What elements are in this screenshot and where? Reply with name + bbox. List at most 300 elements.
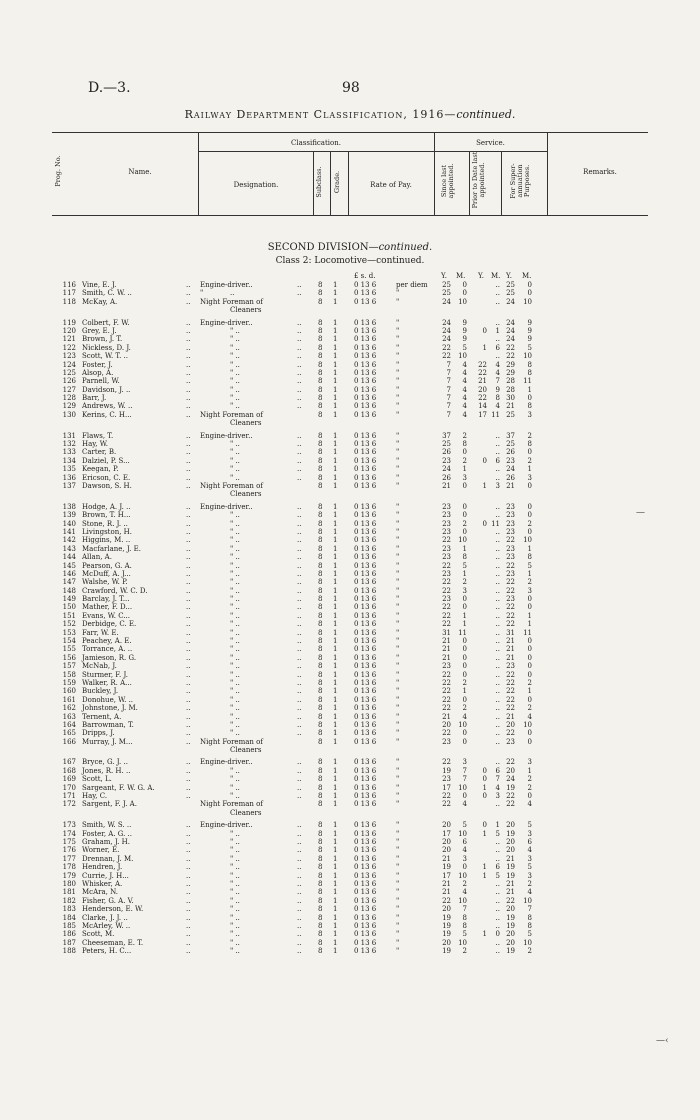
leader-dots: .. (186, 335, 191, 344)
rate-of-pay: 0 13 6 (354, 611, 377, 620)
grade: 1 (333, 645, 338, 654)
name: Allan, A. (82, 553, 112, 562)
name: Hay, W. (82, 440, 108, 449)
leader-dots: .. (297, 687, 302, 696)
super-months: 0 (527, 737, 532, 746)
designation: Night Foreman of (200, 737, 263, 746)
grade: 1 (333, 758, 338, 767)
prior-months: .. (495, 511, 500, 520)
since-last-years: 20 (442, 905, 451, 914)
leader-dots: .. (297, 586, 302, 595)
subclass: 8 (318, 871, 323, 880)
designation-ditto: " .. (230, 473, 240, 482)
super-years: 26 (506, 473, 515, 482)
super-months: 2 (527, 678, 532, 687)
table-row (0, 679, 700, 687)
pay-period: " (396, 473, 400, 482)
name: Foster, A. G. .. (82, 829, 133, 838)
super-months: 0 (527, 289, 532, 298)
pay-period: " (396, 821, 400, 830)
subclass: 8 (318, 318, 323, 327)
prog-no: 134 (62, 456, 76, 465)
leader-dots: .. (297, 603, 302, 612)
header-classification: Classification. (291, 139, 341, 147)
pay-period: " (396, 440, 400, 449)
since-last-months: 3 (462, 586, 467, 595)
name: Walshe, W. P. (82, 578, 128, 587)
super-years: 21 (506, 854, 515, 863)
prior-months: .. (495, 352, 500, 361)
grade: 1 (333, 326, 338, 335)
since-last-months: 4 (462, 402, 467, 411)
leader-dots: .. (186, 519, 191, 528)
since-last-years: 24 (442, 318, 451, 327)
pay-period: " (396, 879, 400, 888)
subclass: 8 (318, 678, 323, 687)
since-last-months: 4 (462, 385, 467, 394)
since-last-months: 8 (462, 913, 467, 922)
rate-of-pay: 0 13 6 (354, 569, 377, 578)
since-last-years: 7 (446, 385, 451, 394)
table-row-continuation (0, 490, 700, 498)
subclass: 8 (318, 402, 323, 411)
super-years: 37 (506, 431, 515, 440)
designation-ditto: .. (230, 289, 235, 298)
prog-no: 118 (62, 297, 76, 306)
since-last-months: 0 (462, 637, 467, 646)
super-months: 1 (527, 569, 532, 578)
super-months: 0 (527, 645, 532, 654)
super-years: 23 (506, 569, 515, 578)
prog-no: 181 (62, 888, 76, 897)
leader-dots: .. (186, 758, 191, 767)
prior-months: .. (495, 846, 500, 855)
since-last-months: 4 (462, 410, 467, 419)
pay-period: " (396, 289, 400, 298)
super-years: 22 (506, 678, 515, 687)
name: Bryce, G. J. .. (82, 758, 128, 767)
prior-months: .. (495, 561, 500, 570)
since-last-months: 2 (462, 431, 467, 440)
prior-months: 11 (491, 519, 500, 528)
document-reference: D.—3. (88, 80, 131, 96)
super-months: 2 (527, 456, 532, 465)
leader-dots: .. (186, 829, 191, 838)
prior-years: 0 (482, 821, 487, 830)
leader-dots: .. (297, 921, 302, 930)
table-row (0, 800, 700, 808)
table-row (0, 457, 700, 465)
super-years: 21 (506, 645, 515, 654)
super-months: 0 (527, 394, 532, 403)
prior-years: 1 (482, 829, 487, 838)
designation-ditto: " .. (230, 352, 240, 361)
prior-months: .. (495, 947, 500, 956)
designation-ditto: Cleaners (230, 419, 262, 428)
super-years: 22 (506, 670, 515, 679)
designation-ditto: " .. (230, 846, 240, 855)
leader-dots: .. (186, 712, 191, 721)
prog-no: 163 (62, 712, 76, 721)
super-years: 19 (506, 913, 515, 922)
since-last-months: 0 (462, 863, 467, 872)
since-last-months: 4 (462, 368, 467, 377)
subclass: 8 (318, 720, 323, 729)
since-last-years: 7 (446, 394, 451, 403)
prog-no: 120 (62, 326, 76, 335)
grade: 1 (333, 888, 338, 897)
leader-dots: .. (186, 704, 191, 713)
subclass: 8 (318, 569, 323, 578)
leader-dots: .. (297, 938, 302, 947)
table-row (0, 298, 700, 306)
table-row (0, 511, 700, 519)
prog-no: 151 (62, 611, 76, 620)
rate-of-pay: 0 13 6 (354, 729, 377, 738)
since-last-years: 7 (446, 410, 451, 419)
since-last-years: 22 (442, 611, 451, 620)
super-months: 4 (527, 846, 532, 855)
prog-no: 137 (62, 481, 76, 490)
designation-ditto: " .. (230, 544, 240, 553)
pay-period: " (396, 481, 400, 490)
super-years: 22 (506, 896, 515, 905)
rate-of-pay: 0 13 6 (354, 368, 377, 377)
prog-no: 157 (62, 662, 76, 671)
super-years: 19 (506, 863, 515, 872)
since-last-months: 7 (462, 766, 467, 775)
super-years: 24 (506, 318, 515, 327)
table-row (0, 671, 700, 679)
subclass: 8 (318, 695, 323, 704)
since-last-months: 8 (462, 553, 467, 562)
super-years: 21 (506, 653, 515, 662)
pay-period: " (396, 653, 400, 662)
super-months: 0 (527, 653, 532, 662)
since-last-years: 24 (442, 297, 451, 306)
leader-dots: .. (186, 662, 191, 671)
prior-years: 22 (478, 394, 487, 403)
subclass: 8 (318, 431, 323, 440)
prior-months: .. (495, 645, 500, 654)
rate-of-pay: 0 13 6 (354, 603, 377, 612)
subclass: 8 (318, 326, 323, 335)
designation-ditto: " .. (230, 879, 240, 888)
designation-ditto: " .. (230, 377, 240, 386)
prog-no: 159 (62, 678, 76, 687)
since-last-years: 7 (446, 377, 451, 386)
super-months: 0 (527, 502, 532, 511)
super-months: 10 (523, 352, 532, 361)
since-last-months: 0 (462, 481, 467, 490)
since-last-years: 7 (446, 402, 451, 411)
grade: 1 (333, 896, 338, 905)
pay-period: " (396, 930, 400, 939)
pay-period: " (396, 377, 400, 386)
prior-months: 11 (491, 410, 500, 419)
name: Vine, E. J. (82, 281, 117, 289)
pay-period: " (396, 368, 400, 377)
since-last-years: 20 (442, 846, 451, 855)
grade: 1 (333, 343, 338, 352)
since-last-months: 0 (462, 662, 467, 671)
super-months: 8 (527, 921, 532, 930)
header-grade: Grade. (333, 170, 341, 194)
table-row (0, 377, 700, 385)
since-last-years: 23 (442, 569, 451, 578)
super-months: 2 (527, 947, 532, 956)
leader-dots: .. (186, 360, 191, 369)
since-last-years: 22 (442, 670, 451, 679)
pay-period: " (396, 704, 400, 713)
super-months: 4 (527, 712, 532, 721)
super-months: 2 (527, 519, 532, 528)
rate-of-pay: 0 13 6 (354, 385, 377, 394)
leader-dots: .. (297, 854, 302, 863)
designation-ditto: " .. (230, 360, 240, 369)
since-last-years: 23 (442, 662, 451, 671)
pay-period: " (396, 637, 400, 646)
since-last-years: 19 (442, 930, 451, 939)
name: McAra, N. (82, 888, 119, 897)
grade: 1 (333, 586, 338, 595)
leader-dots: .. (186, 465, 191, 474)
prog-no: 168 (62, 766, 76, 775)
rate-of-pay: 0 13 6 (354, 511, 377, 520)
since-last-months: 0 (462, 737, 467, 746)
prior-months: 0 (495, 930, 500, 939)
since-last-months: 8 (462, 921, 467, 930)
prior-years: 0 (482, 766, 487, 775)
grade: 1 (333, 519, 338, 528)
designation-ditto: " .. (230, 896, 240, 905)
subclass: 8 (318, 838, 323, 846)
super-years: 22 (506, 536, 515, 545)
header-rate-of-pay: Rate of Pay. (370, 181, 412, 189)
since-last-years: 22 (442, 704, 451, 713)
prior-months: .. (495, 838, 500, 846)
prior-years: 21 (478, 377, 487, 386)
leader-dots: .. (297, 326, 302, 335)
leader-dots: .. (186, 670, 191, 679)
subclass: 8 (318, 905, 323, 914)
super-months: 2 (527, 431, 532, 440)
pay-period: " (396, 758, 400, 767)
since-last-months: 10 (458, 871, 467, 880)
leader-dots: .. (186, 611, 191, 620)
rate-of-pay: 0 13 6 (354, 465, 377, 474)
prog-no: 176 (62, 846, 76, 855)
table-row (0, 587, 700, 595)
leader-dots: .. (297, 913, 302, 922)
super-years: 20 (506, 821, 515, 830)
name: Dalziel, P. S... (82, 456, 130, 465)
prog-no: 129 (62, 402, 76, 411)
designation-ditto: " .. (230, 385, 240, 394)
super-years: 23 (506, 511, 515, 520)
name: Dawson, S. H. (82, 481, 132, 490)
name: Sargent, F. J. A. (82, 800, 137, 809)
since-last-years: 21 (442, 888, 451, 897)
super-years: 22 (506, 343, 515, 352)
grade: 1 (333, 879, 338, 888)
prior-months: 6 (495, 456, 500, 465)
table-row (0, 922, 700, 930)
since-last-months: 3 (462, 473, 467, 482)
prior-months: .. (495, 536, 500, 545)
prog-no: 155 (62, 645, 76, 654)
leader-dots: .. (186, 792, 191, 801)
leader-dots: .. (186, 930, 191, 939)
leader-dots: .. (186, 502, 191, 511)
name: Alsop, A. (82, 368, 114, 377)
subclass: 8 (318, 281, 323, 289)
leader-dots: .. (297, 645, 302, 654)
leader-dots: .. (297, 758, 302, 767)
prior-years: 22 (478, 368, 487, 377)
rate-of-pay: 0 13 6 (354, 440, 377, 449)
rate-of-pay: 0 13 6 (354, 456, 377, 465)
leader-dots: .. (186, 448, 191, 457)
rate-of-pay: 0 13 6 (354, 913, 377, 922)
subclass: 8 (318, 637, 323, 646)
pay-period: " (396, 871, 400, 880)
leader-dots: .. (297, 456, 302, 465)
prior-months: .. (495, 289, 500, 298)
grade: 1 (333, 511, 338, 520)
leader-dots: .. (297, 838, 302, 846)
pay-period: " (396, 938, 400, 947)
grade: 1 (333, 938, 338, 947)
leader-dots: .. (186, 687, 191, 696)
prog-no: 169 (62, 775, 76, 784)
since-last-months: 9 (462, 326, 467, 335)
prog-no: 133 (62, 448, 76, 457)
prog-no: 130 (62, 410, 76, 419)
prog-no: 123 (62, 352, 76, 361)
designation-ditto: " .. (230, 628, 240, 637)
subclass: 8 (318, 611, 323, 620)
since-last-months: 10 (458, 720, 467, 729)
designation-ditto: " .. (230, 775, 240, 784)
prior-months: .. (495, 653, 500, 662)
leader-dots: .. (186, 737, 191, 746)
since-last-months: 2 (462, 678, 467, 687)
since-last-years: 23 (442, 775, 451, 784)
designation-ditto: " .. (230, 854, 240, 863)
pay-period: " (396, 720, 400, 729)
subclass: 8 (318, 662, 323, 671)
subclass: 8 (318, 938, 323, 947)
since-last-months: 0 (462, 792, 467, 801)
rate-of-pay: 0 13 6 (354, 561, 377, 570)
designation-ditto: Cleaners (230, 746, 262, 755)
since-last-months: 2 (462, 947, 467, 956)
rate-of-pay: 0 13 6 (354, 871, 377, 880)
super-months: 9 (527, 318, 532, 327)
since-last-years: 22 (442, 687, 451, 696)
table-row (0, 474, 700, 482)
leader-dots: .. (297, 829, 302, 838)
pay-period: " (396, 544, 400, 553)
super-months: 0 (527, 695, 532, 704)
prog-no: 173 (62, 821, 76, 830)
pay-period: " (396, 297, 400, 306)
prior-years: 1 (482, 930, 487, 939)
prior-months: .. (495, 704, 500, 713)
since-last-months: 10 (458, 783, 467, 792)
pay-period: " (396, 335, 400, 344)
pay-period: " (396, 578, 400, 587)
since-last-months: 5 (462, 343, 467, 352)
since-last-years: 22 (442, 695, 451, 704)
super-years: 19 (506, 947, 515, 956)
since-last-months: 5 (462, 821, 467, 830)
designation-ditto: " .. (230, 553, 240, 562)
leader-dots: .. (186, 775, 191, 784)
designation-ditto: " .. (230, 687, 240, 696)
grade: 1 (333, 678, 338, 687)
subclass: 8 (318, 297, 323, 306)
grade: 1 (333, 947, 338, 956)
prior-months: .. (495, 281, 500, 289)
designation: Engine-driver.. (200, 318, 253, 327)
pay-period: " (396, 611, 400, 620)
prior-years: 14 (478, 402, 487, 411)
prog-no: 138 (62, 502, 76, 511)
name: Hay, C. (82, 792, 108, 801)
rate-of-pay: 0 13 6 (354, 737, 377, 746)
super-years: 30 (506, 394, 515, 403)
rate-of-pay: 0 13 6 (354, 879, 377, 888)
super-years: 22 (506, 352, 515, 361)
leader-dots: .. (186, 603, 191, 612)
prog-no: 172 (62, 800, 76, 809)
since-last-years: 21 (442, 879, 451, 888)
prior-months: .. (495, 896, 500, 905)
super-years: 22 (506, 758, 515, 767)
super-months: 0 (527, 527, 532, 536)
super-years: 19 (506, 783, 515, 792)
table-row (0, 637, 700, 645)
grade: 1 (333, 628, 338, 637)
name: McNab, J. (82, 662, 117, 671)
name: McKay, A. (82, 297, 118, 306)
prog-no: 174 (62, 829, 76, 838)
super-years: 20 (506, 766, 515, 775)
super-months: 11 (523, 377, 532, 386)
pay-period: " (396, 511, 400, 520)
table-row (0, 394, 700, 402)
class-label: Class 2: Locomotive— (275, 256, 377, 266)
since-last-years: 22 (442, 678, 451, 687)
table-row (0, 361, 700, 369)
prog-no: 150 (62, 603, 76, 612)
designation-ditto: Cleaners (230, 306, 262, 315)
leader-dots: .. (297, 863, 302, 872)
prior-months: .. (495, 628, 500, 637)
prior-years: 0 (482, 792, 487, 801)
leader-dots: .. (297, 879, 302, 888)
leader-dots: .. (297, 662, 302, 671)
subclass: 8 (318, 440, 323, 449)
table-row (0, 570, 700, 578)
subclass: 8 (318, 800, 323, 809)
leader-dots: .. (297, 775, 302, 784)
super-months: 0 (527, 511, 532, 520)
pay-period: " (396, 712, 400, 721)
pay-period: " (396, 431, 400, 440)
